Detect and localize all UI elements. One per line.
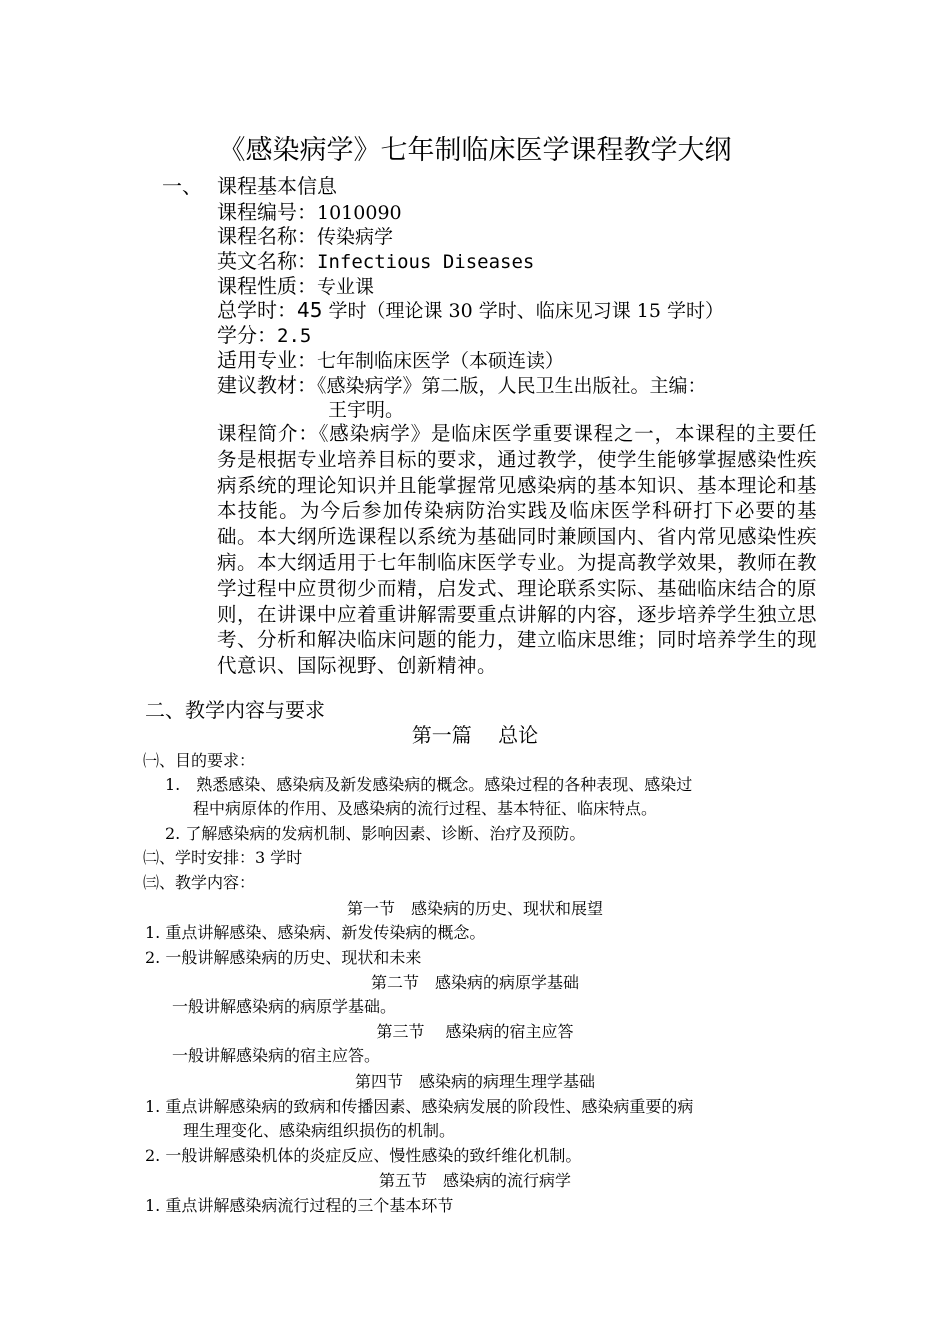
- lesson3-text: 一般讲解感染病的宿主应答。: [172, 1046, 381, 1065]
- objective-item-1-line2: 程中病原体的作用、及感染病的流行过程、基本特征、临床特点。: [193, 799, 658, 818]
- lesson4-item-1-line2: 理生理变化、感染病组织损伤的机制。: [183, 1121, 456, 1140]
- lesson4-item-2: 2. 一般讲解感染机体的炎症反应、慢性感染的致纤维化机制。: [145, 1146, 582, 1165]
- section1-number: 一、: [162, 174, 202, 198]
- course-name-label: 课程名称：: [217, 224, 317, 248]
- lesson1-item-1: 1. 重点讲解感染、感染病、新发传染病的概念。: [145, 923, 486, 942]
- english-name-label: 英文名称：: [217, 249, 317, 273]
- major-label: 适用专业：: [217, 348, 317, 372]
- lesson4-title: 第四节 感染病的病理生理学基础: [354, 1072, 595, 1091]
- section2-heading: 二、教学内容与要求: [145, 698, 325, 722]
- credit-value: 2.5: [277, 325, 312, 347]
- course-intro-text: 《感染病学》是临床医学重要课程之一，本课程的主要任务是根据专业培养目标的要求，通过教学，使学生能够掌握感染性疾病系统的理论知识并且能掌握常见感染病的基本知识、基本理论和基本技能。为今后参加传染病防治实践及临床医学科研打下必要的基础。本大纲所选课程以系统为基础同时兼顾国内、省内常见感染性疾病。本大纲适用于七年制临床医学专业。为提高教学效果，教师在教学过程中应贯彻少而精，启发式、理论联系实际、基础临床结合的原则，在讲课中应着重讲解需要重点讲解的内容，逐步培养学生独立思考、分析和解决临床问题的能力，建立临床思维；同时培养学生的现代意识、国际视野、创新精神。: [217, 422, 818, 678]
- textbook-row-continued: [328, 397, 404, 425]
- section1-heading: 课程基本信息: [217, 174, 337, 198]
- lesson1-item-2: 2. 一般讲解感染病的历史、现状和未来: [145, 948, 422, 967]
- total-hours-value: 学时（理论课 30 学时、临床见习课 15 学时）: [322, 300, 725, 322]
- objectives-label: ㈠、目的要求：: [143, 751, 256, 770]
- textbook-row: [217, 372, 707, 401]
- lesson4-item-1-line1: 1. 重点讲解感染病的致病和传播因素、感染病发展的阶段性、感染病重要的病: [145, 1097, 694, 1116]
- textbook-value-line1: 《感染病学》第二版，人民卫生出版社。主编：: [317, 375, 707, 397]
- lesson5-title: 第五节 感染病的流行病学: [378, 1171, 571, 1190]
- credit-label: 学分：: [217, 323, 277, 347]
- course-name-value: 传染病学: [317, 226, 394, 248]
- hours-arrangement-label: ㈡、学时安排：: [143, 848, 256, 867]
- objective-item-2: 2. 了解感染病的发病机制、影响因素、诊断、治疗及预防。: [165, 824, 586, 843]
- document-title: 《感染病学》七年制临床医学课程教学大纲: [218, 135, 732, 166]
- lesson5-item-1: 1. 重点讲解感染病流行过程的三个基本环节: [145, 1196, 454, 1215]
- course-intro: [217, 422, 817, 680]
- lesson2-title: 第二节 感染病的病原学基础: [370, 973, 579, 992]
- part1-title: 第一篇 总论: [411, 723, 539, 747]
- english-name-value: Infectious Diseases: [317, 251, 535, 273]
- lesson3-title: 第三节 感染病的宿主应答: [376, 1022, 574, 1041]
- objective-item-1-line1: 1. 熟悉感染、感染病及新发感染病的概念。感染过程的各种表现、感染过: [165, 775, 693, 794]
- total-hours-number: 45: [297, 298, 323, 322]
- textbook-label: 建议教材：: [217, 373, 317, 397]
- course-intro-label: 课程简介：: [217, 422, 319, 445]
- course-code-value: 1010090: [317, 202, 402, 224]
- hours-arrangement-value: 3 学时: [255, 848, 303, 867]
- course-code-label: 课程编号：: [217, 200, 317, 224]
- course-nature-label: 课程性质：: [217, 274, 317, 298]
- teaching-content-label: ㈢、教学内容：: [143, 873, 256, 892]
- major-value: 七年制临床医学（本硕连读）: [317, 350, 565, 372]
- lesson2-text: 一般讲解感染病的病原学基础。: [172, 997, 397, 1016]
- textbook-value-line2: 王宇明。: [328, 399, 405, 421]
- total-hours-label: 总学时：: [217, 298, 297, 322]
- course-nature-value: 专业课: [317, 276, 375, 298]
- hours-arrangement-row: [143, 846, 302, 871]
- lesson1-title: 第一节 感染病的历史、现状和展望: [346, 899, 603, 918]
